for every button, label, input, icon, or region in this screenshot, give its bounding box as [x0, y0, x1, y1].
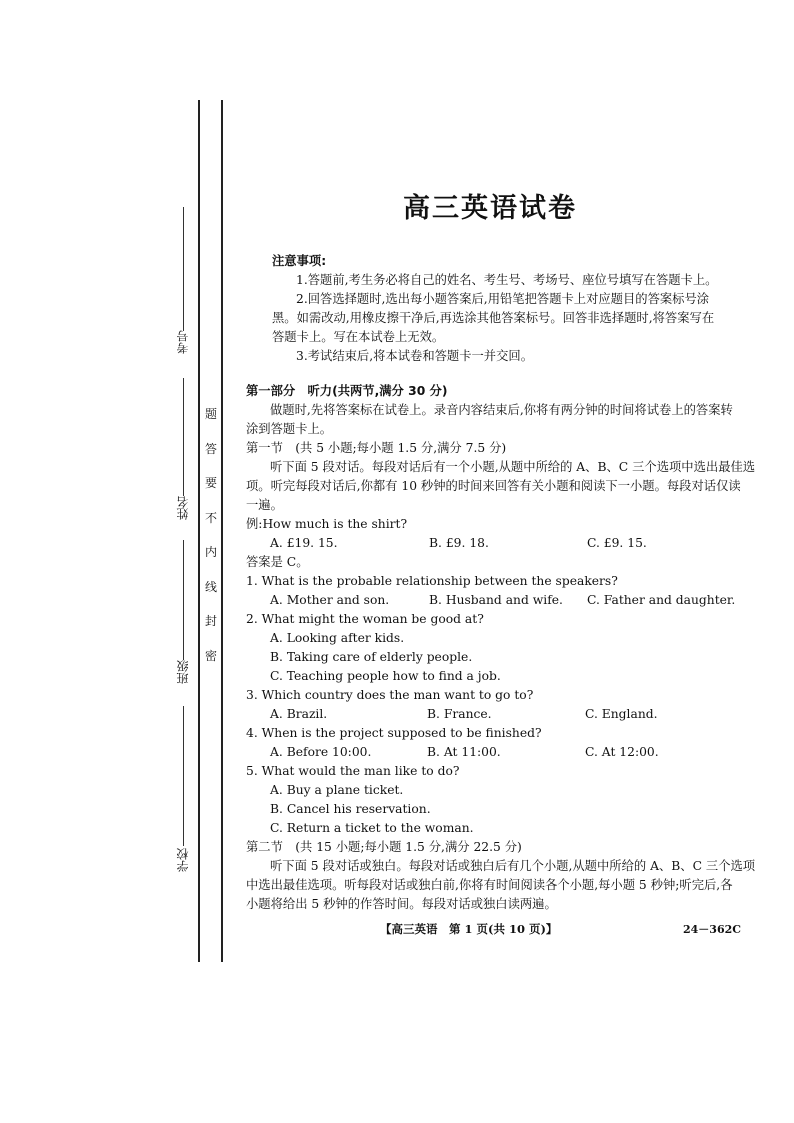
- section2-intro-line: 小题将给出 5 秒钟的作答时间。每段对话或独白读两遍。: [246, 897, 557, 911]
- notice-line: 2.回答选择题时,选出每小题答案后,用铅笔把答题卡上对应题目的答案标号涂: [296, 292, 710, 306]
- question-2: 2. What might the woman be good at?: [246, 612, 484, 626]
- seal-char: 要: [204, 476, 217, 490]
- q5-option-c: C. Return a ticket to the woman.: [270, 821, 474, 835]
- binding-line-inner: [221, 100, 223, 962]
- q4-option-b: B. At 11:00.: [427, 745, 501, 759]
- seal-char: 密: [204, 648, 217, 663]
- notice-line: 黑。如需改动,用橡皮擦干净后,再选涂其他答案标号。回答非选择题时,将答案写在: [272, 311, 715, 325]
- q5-option-a: A. Buy a plane ticket.: [270, 783, 404, 797]
- q1-option-c: C. Father and daughter.: [587, 593, 736, 607]
- school-blank: [183, 706, 184, 846]
- q2-option-a: A. Looking after kids.: [270, 631, 405, 645]
- paper-code: 24－362C: [683, 923, 742, 936]
- part1-intro-line: 做题时,先将答案标在试卷上。录音内容结束后,你将有两分钟的时间将试卷上的答案转: [270, 403, 733, 417]
- q2-option-b: B. Taking care of elderly people.: [270, 650, 473, 664]
- class-label: 班级: [176, 660, 190, 684]
- seal-char: 答: [204, 441, 217, 456]
- page-title: 高三英语试卷: [403, 193, 577, 224]
- q1-option-b: B. Husband and wife.: [429, 593, 563, 607]
- part1-heading: 第一部分 听力(共两节,满分 30 分): [246, 384, 448, 398]
- q4-option-a: A. Before 10:00.: [270, 745, 372, 759]
- notice-line: 3.考试结束后,将本试卷和答题卡一并交回。: [296, 349, 533, 363]
- school-label: 学校: [176, 848, 190, 872]
- notice-heading: 注意事项:: [272, 254, 327, 268]
- exam-no-label: 考号: [176, 330, 190, 354]
- section1-intro-line: 一遍。: [246, 498, 283, 512]
- binding-line-outer: [198, 100, 200, 962]
- example-option-b: B. £9. 18.: [429, 536, 489, 550]
- exam-no-blank: [183, 207, 184, 331]
- q1-option-a: A. Mother and son.: [270, 593, 390, 607]
- question-4: 4. When is the project supposed to be finished?: [246, 726, 542, 740]
- notice-line: 答题卡上。写在本试卷上无效。: [272, 330, 445, 344]
- seal-char: 题: [204, 407, 217, 421]
- question-5: 5. What would the man like to do?: [246, 764, 460, 778]
- q4-option-c: C. At 12:00.: [585, 745, 659, 759]
- q3-option-c: C. England.: [585, 707, 658, 721]
- section2-intro-line: 中选出最佳选项。听每段对话或独白前,你将有时间阅读各个小题,每小题 5 秒钟;听完后,各: [246, 878, 733, 892]
- question-1: 1. What is the probable relationship between the speakers?: [246, 574, 618, 588]
- question-3: 3. Which country does the man want to go to?: [246, 688, 534, 702]
- page-footer: 【高三英语 第 1 页(共 10 页)】: [380, 922, 558, 936]
- name-blank: [183, 378, 184, 496]
- seal-char: 不: [204, 510, 217, 525]
- example-option-c: C. £9. 15.: [587, 536, 647, 550]
- q3-option-a: A. Brazil.: [270, 707, 328, 721]
- part1-intro-line: 涂到答题卡上。: [246, 422, 333, 436]
- class-blank: [183, 540, 184, 660]
- seal-line-text: [204, 405, 218, 681]
- section2-intro-line: 听下面 5 段对话或独白。每段对话或独白后有几个小题,从题中所给的 A、B、C 三个选项: [270, 859, 756, 873]
- seal-char: 封: [204, 614, 217, 628]
- example-question: 例:How much is the shirt?: [246, 517, 408, 531]
- q3-option-b: B. France.: [427, 707, 492, 721]
- seal-char: 线: [204, 579, 217, 594]
- name-label: 姓名: [176, 496, 190, 520]
- section1-heading: 第一节 (共 5 小题;每小题 1.5 分,满分 7.5 分): [246, 441, 507, 455]
- q2-option-c: C. Teaching people how to find a job.: [270, 669, 501, 683]
- example-answer: 答案是 C。: [246, 555, 309, 569]
- example-option-a: A. £19. 15.: [270, 536, 338, 550]
- section1-intro-line: 听下面 5 段对话。每段对话后有一个小题,从题中所给的 A、B、C 三个选项中选出最佳选: [270, 460, 756, 474]
- notice-line: 1.答题前,考生务必将自己的姓名、考生号、考场号、座位号填写在答题卡上。: [296, 273, 718, 287]
- seal-char: 内: [204, 545, 217, 559]
- section2-heading: 第二节 (共 15 小题;每小题 1.5 分,满分 22.5 分): [246, 840, 522, 854]
- section1-intro-line: 项。听完每段对话后,你都有 10 秒钟的时间来回答有关小题和阅读下一小题。每段对话仅读: [246, 479, 741, 493]
- q5-option-b: B. Cancel his reservation.: [270, 802, 431, 816]
